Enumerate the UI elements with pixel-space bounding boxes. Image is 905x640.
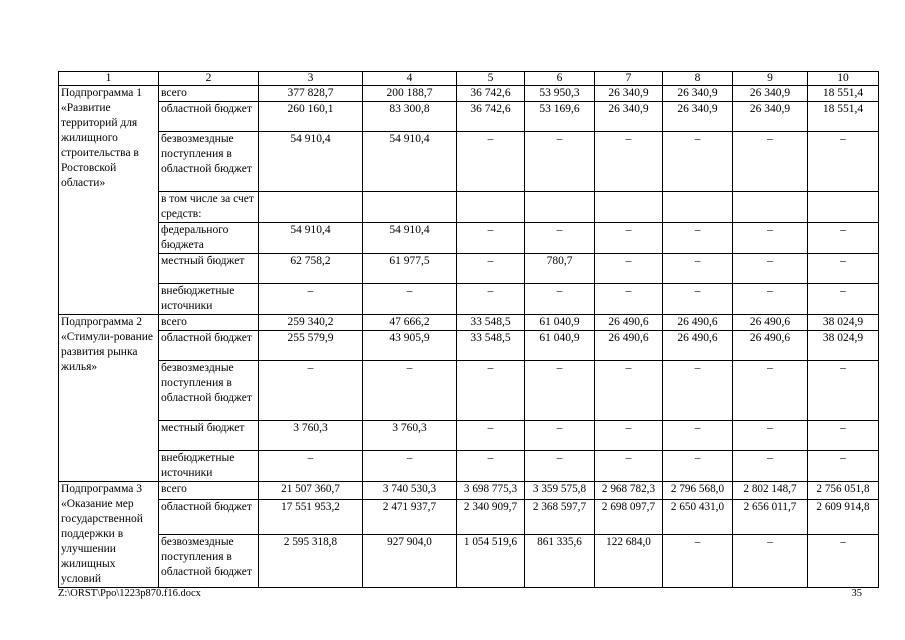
value-cell: – [663,361,733,421]
value-cell: – [733,451,808,482]
funding-source: областной бюджет [159,500,259,535]
table-row [59,451,879,482]
value-cell: – [525,361,595,421]
value-cell: – [595,223,663,254]
value-cell: 26 340,9 [733,102,808,132]
funding-source: местный бюджет [159,421,259,451]
value-cell: 36 742,6 [457,102,525,132]
header-cell: 7 [595,72,663,86]
table-row [59,534,879,587]
value-cell [363,192,457,223]
value-cell: 3 359 575,8 [525,482,595,500]
value-cell: 36 742,6 [457,86,525,102]
table-row [59,361,879,421]
value-cell: – [363,284,457,315]
value-cell: – [595,361,663,421]
value-cell: – [259,284,363,315]
value-cell: 62 758,2 [259,254,363,284]
funding-source: внебюджетные источники [159,284,259,315]
program-name: Подпрограмма 1 «Развитие территорий для жилищного строительства в Ростовской области» [59,86,159,315]
value-cell [525,192,595,223]
value-cell: 2 698 097,7 [595,500,663,535]
value-cell: 26 490,6 [733,331,808,361]
value-cell: 3 740 530,3 [363,482,457,500]
value-cell: 26 490,6 [595,331,663,361]
funding-source: федерального бюджета [159,223,259,254]
value-cell: 3 698 775,3 [457,482,525,500]
value-cell: – [595,421,663,451]
value-cell: 54 910,4 [259,132,363,192]
budget-table [58,71,879,588]
funding-source: в том числе за счет средств: [159,192,259,223]
value-cell: – [663,451,733,482]
value-cell: 53 169,6 [525,102,595,132]
page-number: 35 [851,588,862,599]
value-cell: – [808,421,879,451]
value-cell: 2 802 148,7 [733,482,808,500]
value-cell: 2 340 909,7 [457,500,525,535]
funding-source: всего [159,315,259,331]
value-cell: 2 968 782,3 [595,482,663,500]
value-cell [733,192,808,223]
value-cell: – [733,361,808,421]
value-cell: 259 340,2 [259,315,363,331]
table-row [59,284,879,315]
value-cell: 255 579,9 [259,331,363,361]
table-row [59,223,879,254]
value-cell: 377 828,7 [259,86,363,102]
value-cell: – [525,451,595,482]
value-cell: 26 490,6 [733,315,808,331]
value-cell: – [363,451,457,482]
value-cell [259,192,363,223]
value-cell: 26 490,6 [663,331,733,361]
value-cell [808,192,879,223]
value-cell: 927 904,0 [363,534,457,587]
value-cell: – [733,223,808,254]
value-cell: 260 160,1 [259,102,363,132]
value-cell: 17 551 953,2 [259,500,363,535]
value-cell: – [808,284,879,315]
table-row [59,86,879,102]
value-cell: – [457,132,525,192]
value-cell: 26 490,6 [595,315,663,331]
table-row [59,132,879,192]
value-cell: 780,7 [525,254,595,284]
value-cell: – [363,361,457,421]
value-cell: 61 977,5 [363,254,457,284]
value-cell: – [663,132,733,192]
value-cell: 61 040,9 [525,331,595,361]
value-cell: – [595,451,663,482]
value-cell: – [259,451,363,482]
header-row [59,72,879,86]
value-cell: 3 760,3 [259,421,363,451]
value-cell: 26 490,6 [663,315,733,331]
value-cell: 2 756 051,8 [808,482,879,500]
value-cell: 53 950,3 [525,86,595,102]
funding-source: безвозмездные поступления в областной бюджет [159,361,259,421]
value-cell: – [525,284,595,315]
value-cell: – [457,421,525,451]
value-cell: 33 548,5 [457,315,525,331]
funding-source: всего [159,482,259,500]
value-cell: 61 040,9 [525,315,595,331]
value-cell: 18 551,4 [808,86,879,102]
value-cell: 54 910,4 [259,223,363,254]
value-cell: – [663,421,733,451]
value-cell: – [595,254,663,284]
value-cell [595,192,663,223]
value-cell: – [457,451,525,482]
program-name: Подпрограмма 3 «Оказание мер государственной поддержки в улучшении жилищных условий [59,482,159,588]
value-cell: 43 905,9 [363,331,457,361]
value-cell: 18 551,4 [808,102,879,132]
value-cell: – [457,361,525,421]
value-cell: 122 684,0 [595,534,663,587]
value-cell: 83 300,8 [363,102,457,132]
table-row [59,315,879,331]
value-cell: 38 024,9 [808,315,879,331]
funding-source: безвозмездные поступления в областной бюджет [159,132,259,192]
value-cell: – [733,254,808,284]
table-row [59,482,879,500]
value-cell: – [663,534,733,587]
value-cell: – [808,254,879,284]
value-cell: – [525,421,595,451]
table-row [59,331,879,361]
value-cell: 861 335,6 [525,534,595,587]
value-cell: – [663,254,733,284]
value-cell: 54 910,4 [363,132,457,192]
value-cell: 26 340,9 [663,86,733,102]
header-cell: 5 [457,72,525,86]
value-cell: 21 507 360,7 [259,482,363,500]
value-cell: 2 609 914,8 [808,500,879,535]
value-cell: 54 910,4 [363,223,457,254]
value-cell: 26 340,9 [595,86,663,102]
value-cell: 38 024,9 [808,331,879,361]
value-cell: – [733,421,808,451]
value-cell: – [733,284,808,315]
funding-source: областной бюджет [159,331,259,361]
value-cell: 33 548,5 [457,331,525,361]
value-cell: – [808,361,879,421]
header-cell: 6 [525,72,595,86]
value-cell: – [525,223,595,254]
value-cell: 26 340,9 [663,102,733,132]
value-cell: – [595,284,663,315]
header-cell: 2 [159,72,259,86]
funding-source: внебюджетные источники [159,451,259,482]
header-cell: 3 [259,72,363,86]
value-cell: – [733,534,808,587]
header-cell: 10 [808,72,879,86]
value-cell: – [457,223,525,254]
value-cell: – [259,361,363,421]
header-cell: 9 [733,72,808,86]
value-cell: – [457,284,525,315]
value-cell: 47 666,2 [363,315,457,331]
table-row [59,102,879,132]
table-row [59,254,879,284]
value-cell: – [808,132,879,192]
funding-source: областной бюджет [159,102,259,132]
value-cell: – [595,132,663,192]
header-cell: 8 [663,72,733,86]
table-row [59,421,879,451]
value-cell: 26 340,9 [733,86,808,102]
value-cell: 2 656 011,7 [733,500,808,535]
header-cell: 4 [363,72,457,86]
header-cell: 1 [59,72,159,86]
program-name: Подпрограмма 2 «Стимули-рование развития рынка жилья» [59,315,159,482]
value-cell: 3 760,3 [363,421,457,451]
value-cell: – [808,534,879,587]
value-cell: 26 340,9 [595,102,663,132]
value-cell: – [663,284,733,315]
value-cell: 2 796 568,0 [663,482,733,500]
value-cell: 2 595 318,8 [259,534,363,587]
value-cell: – [457,254,525,284]
value-cell: – [525,132,595,192]
table-row [59,500,879,535]
file-path: Z:\ORST\Ppo\1223p870.f16.docx [58,588,201,599]
value-cell: 2 471 937,7 [363,500,457,535]
value-cell: 2 368 597,7 [525,500,595,535]
value-cell [457,192,525,223]
value-cell: 200 188,7 [363,86,457,102]
value-cell: – [808,451,879,482]
value-cell: 2 650 431,0 [663,500,733,535]
value-cell: – [733,132,808,192]
table-row [59,192,879,223]
value-cell: 1 054 519,6 [457,534,525,587]
funding-source: безвозмездные поступления в областной бюджет [159,534,259,587]
funding-source: всего [159,86,259,102]
value-cell [663,192,733,223]
funding-source: местный бюджет [159,254,259,284]
value-cell: – [808,223,879,254]
value-cell: – [663,223,733,254]
